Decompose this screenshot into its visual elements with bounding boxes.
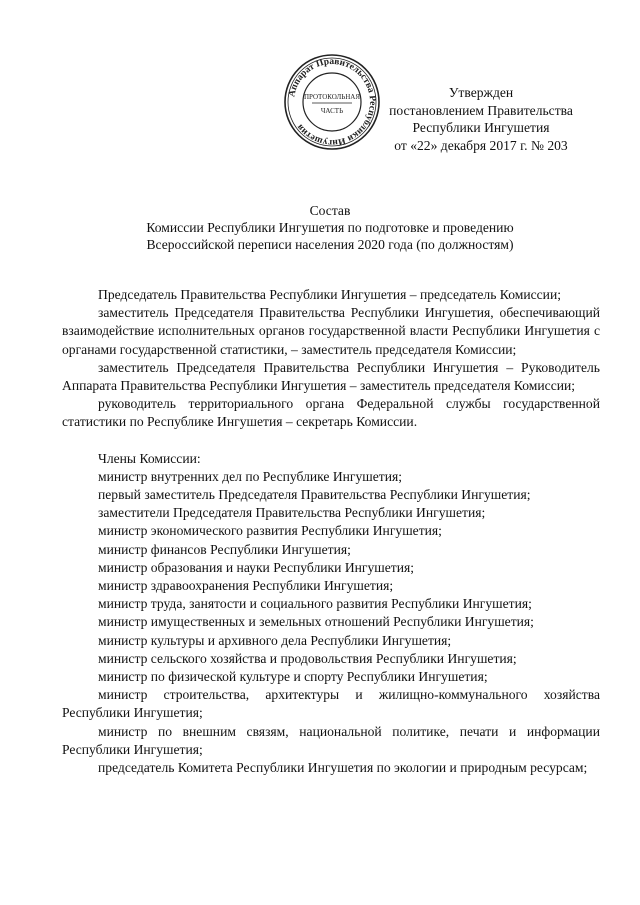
leadership-list	[62, 286, 600, 432]
list-item: министр финансов Республики Ингушетия;	[98, 541, 351, 557]
approval-line-3: Республики Ингушетия	[412, 120, 550, 135]
title-line-3: Всероссийской переписи населения 2020 года (по должностям)	[146, 237, 514, 252]
list-item: заместитель Председателя Правительства Республики Ингушетия – Руководитель Аппарата Правительства Республики Ингушетия – заместитель председателя Комиссии;	[62, 359, 600, 394]
document-title	[100, 202, 560, 253]
approval-line-2: постановлением Правительства	[389, 102, 573, 118]
approval-block	[372, 84, 590, 154]
stamp-ring-text: Аппарат Правительства Республики Ингушетия	[287, 56, 378, 148]
title-line-2: Комиссии Республики Ингушетия по подготовке и проведению	[146, 220, 514, 235]
list-item: министр здравоохранения Республики Ингушетия;	[98, 578, 394, 594]
official-stamp	[282, 52, 382, 152]
list-item: министр экономического развития Республики Ингушетия;	[98, 523, 442, 539]
list-item: первый заместитель Председателя Правительства Республики Ингушетия;	[98, 487, 531, 503]
approval-line-1: Утвержден	[448, 85, 514, 100]
members-heading: Члены Комиссии:	[98, 450, 201, 466]
list-item: руководитель территориального органа Федеральной службы государственной статистики по Республике Ингушетия – секретарь Комиссии.	[62, 396, 600, 430]
approval-line-4: от «22» декабря 2017 г. № 203	[394, 137, 568, 153]
list-item: министр труда, занятости и социального развития Республики Ингушетия;	[98, 596, 532, 612]
members-list	[62, 468, 600, 777]
list-item: министр строительства, архитектуры и жилищно-коммунального хозяйства Республики Ингушетия;	[62, 687, 600, 721]
list-item: заместители Председателя Правительства Республики Ингушетия;	[98, 505, 486, 521]
list-item: председатель Комитета Республики Ингушетия по экологии и природным ресурсам;	[98, 760, 588, 776]
title-line-1: Состав	[309, 203, 351, 218]
list-item: министр внутренних дел по Республике Ингушетия;	[98, 468, 403, 484]
list-item: заместитель Председателя Правительства Республики Ингушетия, обеспечивающий взаимодействие исполнительных органов государственной власти Республики Ингушетия с органами государственной статистики, – заместитель председателя Комиссии;	[62, 305, 600, 357]
stamp-inner-bottom: ЧАСТЬ	[320, 107, 344, 115]
list-item: Председатель Правительства Республики Ингушетия – председатель Комиссии;	[98, 287, 562, 302]
list-item: министр имущественных и земельных отношений Республики Ингушетия;	[98, 614, 534, 630]
list-item: министр по внешним связям, национальной политике, печати и информации Республики Ингушетия;	[62, 723, 600, 757]
document-body	[62, 286, 600, 777]
stamp-inner-top: ПРОТОКОЛЬНАЯ	[303, 93, 361, 101]
svg-text:Аппарат Правительства Республи	[287, 57, 377, 147]
list-item: министр по физической культуре и спорту Республики Ингушетия;	[98, 669, 488, 685]
list-item: министр образования и науки Республики Ингушетия;	[98, 559, 415, 575]
list-item: министр культуры и архивного дела Республики Ингушетия;	[98, 632, 452, 648]
list-item: министр сельского хозяйства и продовольствия Республики Ингушетия;	[98, 650, 517, 666]
